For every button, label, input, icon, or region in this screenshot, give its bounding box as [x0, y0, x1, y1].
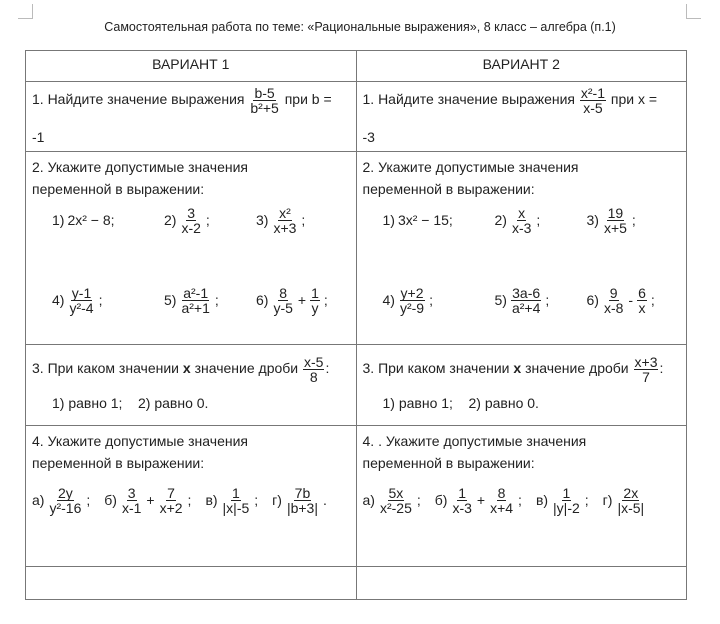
numerator: y-1 [71, 284, 92, 301]
task-2-v2 [356, 152, 687, 345]
variable: x [182, 360, 191, 377]
expression-item [52, 209, 164, 231]
task-text: значение дроби [525, 360, 629, 377]
expression-item [383, 209, 495, 231]
punct: ; [205, 212, 210, 228]
fraction [272, 286, 293, 315]
fraction [180, 286, 210, 315]
punct: : [659, 360, 664, 377]
numerator: x [518, 204, 526, 221]
expression-item [536, 486, 589, 515]
denominator: |y|-2 [553, 499, 580, 516]
item-number: 3) [586, 212, 599, 228]
task-text: 4. Укажите допустимые значения [32, 433, 248, 449]
punct: ; [214, 292, 219, 308]
task-4-v1 [26, 426, 357, 567]
fraction [379, 486, 413, 515]
denominator: x+3 [273, 219, 297, 236]
punct: ; [584, 492, 589, 508]
fraction [399, 286, 425, 315]
expression-item [495, 206, 587, 235]
fraction [310, 286, 320, 315]
expression-item [603, 486, 650, 515]
expression: 2x² − 8; [67, 212, 115, 228]
fraction [603, 286, 624, 315]
numerator: b-5 [254, 85, 275, 101]
operator: + [146, 492, 155, 508]
fraction [634, 355, 659, 384]
punct: ; [536, 212, 541, 228]
expression-item [383, 286, 495, 315]
crop-mark [18, 4, 33, 19]
denominator: |x-5| [617, 499, 645, 516]
fraction [303, 355, 324, 384]
task-2-v1 [26, 152, 357, 345]
item-number: а) [32, 492, 45, 508]
denominator: b²+5 [250, 100, 279, 116]
empty-cell [26, 567, 357, 600]
empty-cell [356, 567, 687, 600]
item-number: 2) [494, 212, 507, 228]
expression-item [363, 486, 421, 515]
punct: : [325, 360, 330, 377]
numerator: 3 [187, 204, 196, 221]
numerator: 9 [609, 284, 618, 301]
expression: 3x² − 15; [397, 212, 453, 228]
denominator: x+5 [603, 219, 627, 236]
punct: ; [631, 212, 636, 228]
denominator: x+2 [159, 499, 183, 516]
numerator: 7 [167, 484, 175, 501]
operator: - [628, 292, 634, 308]
denominator: x-3 [452, 499, 472, 516]
expression-item [52, 286, 164, 315]
answer-option: 1) равно 1; [382, 395, 453, 411]
task-value: -3 [362, 129, 375, 145]
item-number: г) [602, 492, 613, 508]
denominator: x+4 [490, 499, 514, 516]
punct: ; [323, 292, 328, 308]
task-text: переменной в выражении: [362, 455, 535, 471]
denominator: a²+1 [181, 299, 210, 316]
expression-item [587, 286, 655, 315]
fraction [159, 486, 184, 515]
numerator: 5x [388, 484, 404, 501]
punct: ; [545, 292, 550, 308]
fraction [603, 206, 628, 235]
numerator: 19 [607, 204, 624, 221]
punct: ; [518, 492, 522, 508]
denominator: y²-4 [69, 299, 94, 316]
operator: + [476, 492, 486, 508]
expression-item [104, 486, 191, 515]
punct: ; [650, 292, 655, 308]
task-3-v1 [26, 345, 357, 426]
task-1-v2 [356, 82, 687, 152]
item-number: 4) [52, 292, 65, 308]
fraction [637, 286, 647, 315]
denominator: |b+3| [286, 499, 318, 516]
numerator: y+2 [400, 284, 424, 301]
denominator: |x|-5 [222, 499, 250, 516]
numerator: 1 [311, 284, 319, 301]
numerator: 1 [458, 484, 467, 501]
punct: ; [416, 492, 421, 508]
task-text: при x = [610, 91, 658, 108]
item-number: 5) [494, 292, 507, 308]
punct: ; [301, 212, 306, 228]
operator: + [297, 292, 307, 308]
fraction [511, 286, 541, 315]
answer-option: 1) равно 1; [52, 395, 123, 411]
task-4-v2 [356, 426, 687, 567]
item-number: 6) [586, 292, 599, 308]
task-text: значение дроби [194, 360, 299, 377]
header-variant-2: ВАРИАНТ 2 [356, 51, 687, 82]
denominator: x-5 [583, 100, 603, 116]
fraction [272, 206, 297, 235]
denominator: x²-25 [379, 499, 412, 516]
fraction [451, 486, 472, 515]
task-text: при b = [284, 91, 332, 108]
numerator: 6 [638, 284, 646, 301]
expression-item [256, 286, 328, 315]
numerator: 8 [279, 284, 288, 301]
fraction [180, 206, 201, 235]
fraction [121, 486, 142, 515]
punct: ; [429, 292, 433, 308]
item-number: б) [104, 492, 117, 508]
fraction [249, 86, 279, 115]
fraction [286, 486, 319, 515]
numerator: 1 [562, 484, 571, 501]
punct: ; [86, 492, 91, 508]
header-variant-1: ВАРИАНТ 1 [26, 51, 357, 82]
variable: x [513, 360, 522, 377]
numerator: 1 [232, 484, 240, 501]
item-number: б) [434, 492, 448, 508]
item-number: в) [535, 492, 549, 508]
answer-option: 2) равно 0. [138, 395, 209, 411]
task-3-v2 [356, 345, 687, 426]
crop-mark [686, 4, 701, 19]
item-number: г) [272, 492, 282, 508]
expression-item [32, 486, 90, 515]
task-text: 4. . Укажите допустимые значения [362, 433, 587, 449]
numerator: 7b [294, 484, 311, 501]
expression-item [164, 206, 256, 235]
denominator: x-1 [121, 499, 142, 516]
denominator: y²-16 [49, 499, 82, 516]
punct: ; [187, 492, 192, 508]
punct: ; [98, 292, 103, 308]
expression-item [256, 206, 305, 235]
item-number: 1) [382, 212, 395, 228]
item-number: 3) [256, 212, 269, 228]
denominator: y [311, 299, 319, 316]
task-text: переменной в выражении: [32, 455, 205, 471]
task-text: 1. Найдите значение выражения [32, 91, 245, 108]
item-number: в) [205, 492, 218, 508]
fraction [616, 486, 645, 515]
task-value: -1 [32, 129, 45, 145]
numerator: 3 [127, 484, 136, 501]
answer-option: 2) равно 0. [468, 395, 539, 411]
numerator: 8 [497, 484, 506, 501]
fraction [222, 486, 251, 515]
item-number: 2) [164, 212, 177, 228]
expression-item [164, 286, 256, 315]
task-text: 2. Укажите допустимые значения [32, 159, 248, 175]
denominator: x-2 [181, 219, 201, 236]
punct: . [322, 492, 327, 508]
denominator: x-8 [603, 299, 624, 316]
item-number: 4) [382, 292, 395, 308]
item-number: а) [362, 492, 375, 508]
task-text: 2. Укажите допустимые значения [362, 159, 579, 175]
denominator: y²-9 [399, 299, 425, 316]
numerator: 3a-6 [512, 284, 541, 301]
item-number: 6) [256, 292, 269, 308]
numerator: 2x [623, 484, 639, 501]
denominator: 7 [642, 369, 650, 385]
denominator: x [638, 299, 646, 316]
punct: ; [254, 492, 259, 508]
numerator: x+3 [634, 354, 658, 370]
fraction [68, 286, 94, 315]
denominator: x-3 [511, 219, 532, 236]
task-text: переменной в выражении: [362, 181, 535, 197]
fraction [48, 486, 82, 515]
denominator: 8 [309, 369, 318, 385]
fraction [552, 486, 581, 515]
numerator: x² [279, 204, 291, 221]
task-text: 1. Найдите значение выражения [362, 91, 575, 108]
fraction [511, 206, 532, 235]
expression-item [587, 206, 636, 235]
task-text: переменной в выражении: [32, 181, 205, 197]
denominator: y-5 [273, 299, 293, 316]
expression-item [205, 486, 258, 515]
variants-table [25, 50, 687, 600]
numerator: x²-1 [580, 85, 606, 101]
task-1-v1 [26, 82, 357, 152]
item-number: 5) [164, 292, 177, 308]
numerator: 2y [58, 484, 73, 501]
page-title: Самостоятельная работа по теме: «Рациональные выражения», 8 класс – алгебра (п.1) [104, 20, 616, 34]
task-text: 3. При каком значении [32, 360, 180, 377]
expression-item [435, 486, 522, 515]
task-text: 3. При каком значении [362, 360, 510, 377]
expression-item [272, 486, 327, 515]
numerator: a²-1 [183, 284, 209, 301]
numerator: x-5 [304, 354, 324, 370]
fraction [489, 486, 514, 515]
denominator: a²+4 [511, 299, 541, 316]
expression-item [495, 286, 587, 315]
fraction [580, 86, 606, 115]
item-number: 1) [52, 212, 65, 228]
